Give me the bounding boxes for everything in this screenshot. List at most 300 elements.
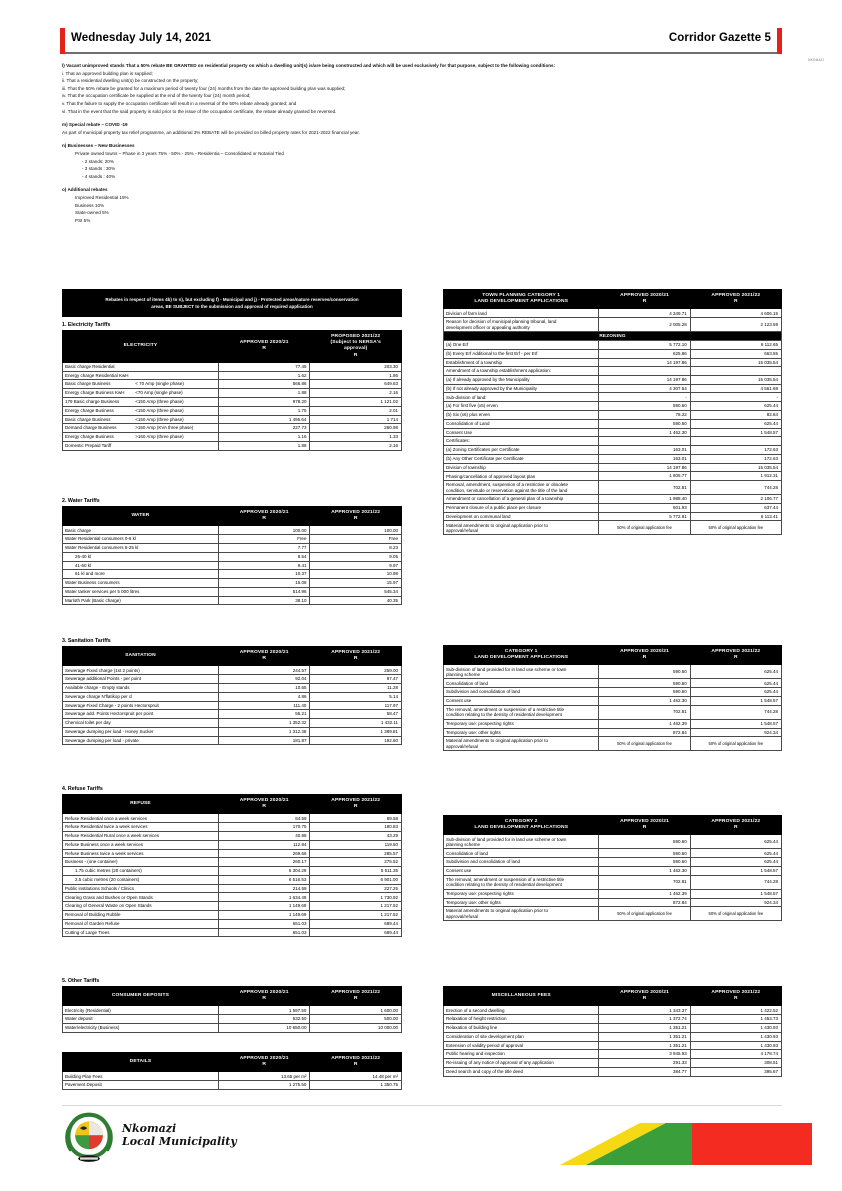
clause-o-line-1: Improved Residential 15% (75, 194, 129, 200)
townplanning-row-2021: 637.44 (690, 503, 781, 512)
townplanning-row-2021: 663.55 (690, 349, 781, 358)
cat1-row-label-line1: Sub-division of land provided for in land use scheme or town (446, 666, 567, 672)
refuse-row-2020: 84.59 (218, 814, 310, 823)
townplanning-row-label-line1: Establishment of a township (446, 359, 503, 365)
electricity-header-c2-l1: PROPOSED 2021/22 (331, 334, 381, 339)
misc-header-c2-l1: APPROVED 2021/22 (711, 990, 761, 995)
townplanning-row-label (444, 318, 599, 332)
cat2-row-label-line1: The removal, amendment or suspension of a restrictive title (446, 876, 565, 882)
cat1-table-body (444, 665, 782, 751)
sanitation-row-2020: 55.21 (218, 710, 310, 719)
refuse-row-2020: 1 149.69 (218, 902, 310, 911)
refuse-row-2020: 5 304.29 (218, 867, 310, 876)
townplanning-row-2020: 14 197.86 (599, 375, 690, 384)
townplanning-header-c2-l2: R (734, 299, 738, 305)
table-row (444, 318, 782, 332)
townplanning-row-label-line1: Permanent closure of a public place per closure (446, 505, 542, 511)
sanitation-row-2021: 192.60 (310, 736, 402, 745)
townplanning-row-label (444, 309, 599, 318)
table-row (444, 1067, 782, 1076)
table-row (63, 849, 402, 858)
cat2-row-label-line2: condition relating to the density of residential development (446, 882, 562, 888)
cat2-row-label (444, 858, 599, 867)
sanitation-row-2020: 10.65 (218, 683, 310, 692)
refuse-row-2021: 180.83 (310, 823, 402, 832)
townplanning-row-label-line1: (b) Six (x6) plus erven (446, 412, 491, 418)
refuse-row-2021: 227.25 (310, 884, 402, 893)
electricity-row-label (63, 397, 219, 406)
table-row (444, 1006, 782, 1015)
refuse-row-2021: 1 730.92 (310, 893, 402, 902)
cat2-header-label (444, 816, 599, 835)
electricity-row-condition: <70 Amp (single phase) (135, 390, 183, 396)
municipal-crest-logo (62, 1112, 116, 1164)
clause-n-line-1: Private owned towns – Phase in 3 years 75% - 50% - 25% - Residentia – Consolidated or Notarial Tied (75, 150, 284, 156)
intro-prose (62, 62, 782, 224)
townplanning-row-2020: 625.86 (599, 349, 690, 358)
refuse-row-label: Refuse Residential once a week services (63, 814, 219, 823)
townplanning-row-2020: 163.01 (599, 454, 690, 463)
cat2-row-2020: 590.60 (599, 849, 690, 858)
refuse-header-main: REFUSE (130, 801, 151, 807)
table-row (444, 889, 782, 898)
townplanning-row-label-line1: (a) Zoning Certificates per Certificate (446, 447, 520, 453)
table-row (444, 393, 782, 402)
water-header-2021 (310, 507, 402, 526)
condition-iv: iv. That the occupation certificate be supplied at the end of the twenty four (24) month period; (62, 93, 251, 99)
electricity-header-c2-l3: approval) (344, 346, 368, 352)
table-row (444, 719, 782, 728)
townplanning-row-2021: 50% of original application fee (690, 521, 781, 535)
refuse-row-2021: 89.58 (310, 814, 402, 823)
condition-vi: vi. That in the event that the said property is sold prior to the issue of the occupation certificate, the rebate already granted be reversed. (62, 108, 337, 114)
refuse-row-label: Clearing of General Waste on Open Stands (63, 902, 219, 911)
townplanning-row-2020: 1 988.40 (599, 495, 690, 504)
table-row (63, 441, 402, 450)
townplanning-row-label (444, 367, 599, 376)
townplanning-row-2020: 4 307.54 (599, 384, 690, 393)
refuse-row-2021: 285.57 (310, 849, 402, 858)
townplanning-row-label (444, 445, 599, 454)
cat1-row-2020: 872.84 (599, 728, 690, 737)
cat2-row-2020: 50% of original application fee (599, 907, 690, 921)
electricity-row-condition (135, 373, 216, 379)
table-row (444, 428, 782, 437)
misc-row-2021: 1 430.93 (690, 1032, 781, 1041)
details-header-c1-l1: APPROVED 2020/21 (239, 1056, 289, 1061)
table-row (444, 309, 782, 318)
table-row (63, 587, 402, 596)
cat1-row-2020: 702.81 (599, 705, 690, 719)
misc-row-label: Deed search and copy of the title deed (444, 1067, 599, 1076)
cat1-row-2021: 744.28 (690, 705, 781, 719)
water-row-label: 61 kl and more (63, 570, 219, 579)
electricity-row-approved-2020: 978.20 (218, 397, 310, 406)
table-row (444, 411, 782, 420)
electricity-row-approved-2020: 227.73 (218, 424, 310, 433)
table-row (63, 736, 402, 745)
table-row (444, 665, 782, 679)
sanitation-row-2020: 181.87 (218, 736, 310, 745)
refuse-row-label: Refuse Business twice a week services (63, 849, 219, 858)
water-row-2021: Free (310, 535, 402, 544)
electricity-row-approved-2020: 566.86 (218, 380, 310, 389)
water-row-2021: 9.05 (310, 552, 402, 561)
electricity-row-label (63, 433, 219, 442)
townplanning-row-2020 (599, 367, 690, 376)
townplanning-row-label-line1: Amendment or cancellation of a general plan of a township (446, 496, 564, 502)
table-row (63, 397, 402, 406)
sanitation-header-c2-l1: APPROVED 2021/22 (331, 650, 381, 655)
townplanning-row-label-line1: Reason for decision of municipal planning tribunal, land (446, 319, 557, 325)
electricity-row-condition: >150 Amp (KVA three phase) (135, 425, 194, 431)
electricity-row-proposed-2021: 1 121.02 (310, 397, 402, 406)
sanitation-header-label (63, 647, 219, 666)
clause-o-line-3: State-owned 5% (75, 210, 109, 216)
cat1-row-label-line1: Subdivision and consolidation of land (446, 689, 521, 695)
table-row (63, 692, 402, 701)
townplanning-row-2020: 1 462.30 (599, 428, 690, 437)
table-row (63, 380, 402, 389)
misc-header-2021 (690, 987, 781, 1006)
electricity-row-proposed-2021: 2.16 (310, 441, 402, 450)
sanitation-row-label: Chemical toilet per day (63, 719, 219, 728)
table-row (63, 552, 402, 561)
townplanning-row-2020: 14 197.86 (599, 463, 690, 472)
misc-row-2021: 1 422.52 (690, 1006, 781, 1015)
refuse-row-2021: 119.50 (310, 840, 402, 849)
table-row (63, 535, 402, 544)
electricity-row-approved-2020: 77.45 (218, 362, 310, 371)
townplanning-row-2021: 172.63 (690, 445, 781, 454)
table-row (444, 737, 782, 751)
table-row (63, 875, 402, 884)
misc-row-label: Extension of validity period of approval (444, 1041, 599, 1050)
cat2-row-label (444, 889, 599, 898)
townplanning-row-label (444, 495, 599, 504)
deposits-row-label: Water deposit (63, 1015, 219, 1024)
electricity-row-label (63, 406, 219, 415)
refuse-row-2020: 651.03 (218, 919, 310, 928)
category1-table (443, 645, 782, 751)
townplanning-row-2020: 702.81 (599, 481, 690, 495)
refuse-row-2021: 6 901.00 (310, 875, 402, 884)
refuse-row-label: Refuse Residential twice a week services (63, 823, 219, 832)
cat2-header-c2-l1: APPROVED 2021/22 (711, 819, 761, 824)
townplanning-row-label (444, 428, 599, 437)
table-row (63, 893, 402, 902)
table-row (444, 1032, 782, 1041)
cat2-table-body (444, 835, 782, 921)
cat1-row-label (444, 705, 599, 719)
water-row-2020: 8.54 (218, 552, 310, 561)
refuse-header-c1-l2: R (262, 804, 267, 810)
cat1-row-2020: 590.60 (599, 679, 690, 688)
townplanning-row-label-line1: (a) One Erf (446, 342, 469, 348)
townplanning-row-label-line1: Consent Use (446, 429, 473, 435)
townplanning-row-2020: 5 772.10 (599, 340, 690, 349)
caption-electricity: 1. Electricity Tariffs (62, 322, 111, 328)
water-tariffs-table (62, 506, 402, 605)
electricity-row-approved-2020: 1 495.64 (218, 415, 310, 424)
refuse-row-2020: 214.59 (218, 884, 310, 893)
electricity-row-approved-2020: 1.88 (218, 441, 310, 450)
sanitation-header-main: SANITATION (125, 653, 156, 659)
cat2-row-label-line1: Temporary use: other rights (446, 899, 501, 905)
cat2-row-2021: 625.44 (690, 835, 781, 849)
rebates-callout-text: Rebates in respect of items 4b) to n), but excluding f) - Municipal and j) - Protected areas/nature reserves/conservation areas, BE SUBJECT to the submission and approval of required application (105, 297, 359, 309)
electricity-table-body (63, 362, 402, 450)
electricity-row-description: Basic charge Business (65, 381, 111, 387)
refuse-row-2021: 5 511.35 (310, 867, 402, 876)
townplanning-header-l1: TOWN PLANNING CATEGORY 1 (482, 293, 561, 298)
condition-ii: ii. That a residential dwelling unit(s) be constructed on the property; (62, 78, 199, 84)
table-row (63, 362, 402, 371)
table-row (63, 433, 402, 442)
sanitation-row-label: Sewerage Fixed charge (1st 2 points) (63, 666, 219, 675)
sanitation-header-c1-l1: APPROVED 2020/21 (239, 650, 289, 655)
refuse-header-2020 (218, 795, 310, 814)
misc-row-2020: 1 372.74 (599, 1015, 690, 1024)
table-row (63, 406, 402, 415)
water-row-2021: 100.00 (310, 526, 402, 535)
table-row (63, 666, 402, 675)
deposits-header-label (63, 987, 219, 1006)
misc-row-2020: 291.33 (599, 1059, 690, 1068)
refuse-header-c2-l1: APPROVED 2021/22 (331, 798, 381, 803)
refuse-row-2021: 689.44 (310, 928, 402, 937)
cat2-row-2020: 1 462.39 (599, 889, 690, 898)
table-row (444, 445, 782, 454)
sanitation-row-2021: 97.47 (310, 675, 402, 684)
townplanning-row-2020: - (599, 393, 690, 402)
sanitation-row-2020: 4.86 (218, 692, 310, 701)
details-row-label: Pavement Deposit (63, 1081, 219, 1090)
water-row-2021: 40.35 (310, 596, 402, 605)
table-row (444, 358, 782, 367)
caption-sanitation: 3. Sanitation Tariffs (62, 638, 111, 644)
misc-header-label (444, 987, 599, 1006)
electricity-header-c1-l1: APPROVED 2020/21 (239, 340, 289, 346)
water-row-2020: 514.96 (218, 587, 310, 596)
cat2-row-label (444, 866, 599, 875)
townplanning-row-2021: 1 912.31 (690, 472, 781, 481)
table-row (63, 710, 402, 719)
table-row (444, 349, 782, 358)
water-row-label: Water Residential consumers 6-25 kl (63, 543, 219, 552)
cat2-row-2021: 50% of original application fee (690, 907, 781, 921)
townplanning-row-2021: 4 606.15 (690, 309, 781, 318)
table-row (63, 919, 402, 928)
clause-o-heading: o) Additional rebates (62, 187, 108, 193)
table-row (63, 1015, 402, 1024)
cat2-row-2020: 590.60 (599, 858, 690, 867)
table-row (444, 367, 782, 376)
cat1-row-label (444, 719, 599, 728)
refuse-row-2020: 260.17 (218, 858, 310, 867)
cat2-row-label (444, 849, 599, 858)
electricity-row-condition: <150 Amp (three phase) (135, 416, 184, 422)
misc-header-c1-l2: R (642, 996, 647, 1002)
table-row (63, 1023, 402, 1032)
table-row (63, 424, 402, 433)
electricity-row-approved-2020: 1.16 (218, 433, 310, 442)
table-row (444, 481, 782, 495)
refuse-row-2020: 269.66 (218, 849, 310, 858)
townplanning-row-label (444, 349, 599, 358)
townplanning-row-label (444, 402, 599, 411)
misc-row-2020: 3 945.93 (599, 1050, 690, 1059)
cat1-header-l2: LAND DEVELOPMENT APPLICATIONS (474, 655, 569, 661)
table-row (63, 579, 402, 588)
townplanning-row-label-line1: Sub-division of land: (446, 394, 487, 400)
cat2-row-label-line1: Temporary use: prospecting rights (446, 890, 514, 896)
cat2-row-2020: 590.60 (599, 835, 690, 849)
cat2-row-label-line1: Material amendments to original application prior to (446, 908, 549, 914)
misc-row-2020: 1 351.21 (599, 1032, 690, 1041)
townplanning-header-label (444, 290, 599, 309)
water-row-label: Marloth Park (Basic charge) (63, 596, 219, 605)
water-row-label: Water Residential consumers 0-6 kl (63, 535, 219, 544)
municipality-name-line1: Nkomazi (122, 1122, 177, 1135)
townplanning-row-label-line1: (a) If already approved by the Municipality (446, 377, 530, 383)
townplanning-row-label-line1: Development on communal land (446, 513, 511, 519)
townplanning-row-label (444, 503, 599, 512)
electricity-row-description: Demand charge Business (65, 425, 117, 431)
misc-header-c2-l2: R (734, 996, 738, 1002)
table-row (63, 1072, 402, 1081)
water-row-2020: 38.10 (218, 596, 310, 605)
cat1-header-2021 (690, 646, 781, 665)
clause-o-line-4: PSI 5% (75, 217, 91, 223)
table-row (63, 928, 402, 937)
sanitation-row-2020: 92.04 (218, 675, 310, 684)
misc-table-body (444, 1006, 782, 1076)
table-row (63, 371, 402, 380)
deposits-row-2020: 10 650.00 (218, 1023, 310, 1032)
misc-header-2020 (599, 987, 690, 1006)
table-row (63, 543, 402, 552)
townplanning-row-2021: 15 035.54 (690, 358, 781, 367)
cat1-row-2021: 924.34 (690, 728, 781, 737)
category2-table (443, 815, 782, 921)
townplanning-header-c1-l1: APPROVED 2020/21 (620, 293, 670, 298)
electricity-tariffs-table (62, 330, 402, 451)
misc-row-label: Relaxation of building line (444, 1023, 599, 1032)
sanitation-header-2021 (310, 647, 402, 666)
misc-row-label: Relaxation of height restriction (444, 1015, 599, 1024)
table-row (444, 384, 782, 393)
electricity-row-proposed-2021: 1 714 (310, 415, 402, 424)
deposits-row-label: Electricity (Residential) (63, 1006, 219, 1015)
table-row (444, 866, 782, 875)
caption-refuse: 4. Refuse Tariffs (62, 786, 103, 792)
townplanning-row-label (444, 463, 599, 472)
masthead (60, 28, 782, 54)
cat1-row-2020: 1 462.30 (599, 696, 690, 705)
sanitation-row-2020: 111.40 (218, 701, 310, 710)
refuse-row-2020: 651.03 (218, 928, 310, 937)
table-row (444, 835, 782, 849)
details-header-2020 (218, 1053, 310, 1072)
cat1-row-2020: 1 462.39 (599, 719, 690, 728)
cat2-row-label-line2: approval/refusal (446, 913, 479, 919)
cat2-row-2020: 1 462.30 (599, 866, 690, 875)
electricity-row-description: Energy charge Business (65, 434, 114, 440)
misc-row-label: Erection of a second dwelling (444, 1006, 599, 1015)
townplanning-table-body (444, 309, 782, 535)
electricity-row-label (63, 362, 219, 371)
electricity-row-condition: <150 Amp (three phase) (135, 407, 184, 413)
electricity-row-condition (135, 443, 216, 449)
details-header-label (63, 1053, 219, 1072)
municipality-name-line2: Local Municipality (122, 1135, 237, 1148)
sanitation-header-c1-l2: R (262, 656, 267, 662)
cat1-row-label-line2: approval/refusal (446, 743, 479, 749)
table-row (444, 340, 782, 349)
cat2-header-2021 (690, 816, 781, 835)
water-row-2020: 9.41 (218, 561, 310, 570)
refuse-row-label: Public institutions Schools / Clinics (63, 884, 219, 893)
cat2-row-label-line1: Subdivision and consolidation of land (446, 859, 521, 865)
townplanning-row-2021: - (690, 393, 781, 402)
sanitation-row-2020: 244.57 (218, 666, 310, 675)
cat2-row-2021: 625.44 (690, 858, 781, 867)
misc-header-c1-l1: APPROVED 2020/21 (620, 990, 670, 995)
cat1-header-l1: CATEGORY 1 (504, 649, 538, 654)
townplanning-row-label-line1: Amendment of a township establishment application: (446, 368, 552, 374)
electricity-row-proposed-2021: 2.16 (310, 389, 402, 398)
misc-row-2020: 1 351.21 (599, 1023, 690, 1032)
cat2-row-label (444, 875, 599, 889)
refuse-row-label: Refuse Residential Rural once a week services (63, 831, 219, 840)
table-row (444, 512, 782, 521)
table-row (444, 705, 782, 719)
refuse-row-label: 2.5 cubic metres (20 containers) (63, 875, 219, 884)
townplanning-row-2021: 625.44 (690, 419, 781, 428)
refuse-row-label: Removal of Garden Refuse (63, 919, 219, 928)
townplanning-row-2021: 15 035.54 (690, 375, 781, 384)
cat1-row-label (444, 728, 599, 737)
table-row (444, 402, 782, 411)
water-row-2021: 545.34 (310, 587, 402, 596)
table-row (63, 840, 402, 849)
details-header-c1-l2: R (262, 1062, 267, 1068)
deposits-header-c2-l2: R (353, 996, 358, 1002)
cat1-row-2021: 1 548.57 (690, 719, 781, 728)
electricity-header-label (63, 331, 219, 363)
deposits-row-2021: 10 000.00 (310, 1023, 402, 1032)
cat1-row-label-line1: Temporary use: prospecting rights (446, 720, 514, 726)
townplanning-row-2020: 2 005.28 (599, 318, 690, 332)
clause-o-line-2: Business 10% (75, 202, 105, 208)
refuse-row-2021: 689.44 (310, 919, 402, 928)
cat2-row-2020: 702.81 (599, 875, 690, 889)
misc-row-2021: 1 453.73 (690, 1015, 781, 1024)
water-header-c1-l2: R (262, 516, 267, 522)
refuse-row-2021: 1 217.52 (310, 902, 402, 911)
townplanning-row-2021: 4 561.68 (690, 384, 781, 393)
townplanning-row-label-line1: Consolidation of Land (446, 421, 490, 426)
electricity-row-condition: >160 Amp (three phase) (135, 434, 184, 440)
cat1-row-2021: 625.44 (690, 665, 781, 679)
table-row (63, 911, 402, 920)
electricity-row-approved-2020: 1.62 (218, 371, 310, 380)
table-row (444, 1015, 782, 1024)
townplanning-row-2021 (690, 367, 781, 376)
details-table-body (63, 1072, 402, 1090)
townplanning-row-label (444, 384, 599, 393)
